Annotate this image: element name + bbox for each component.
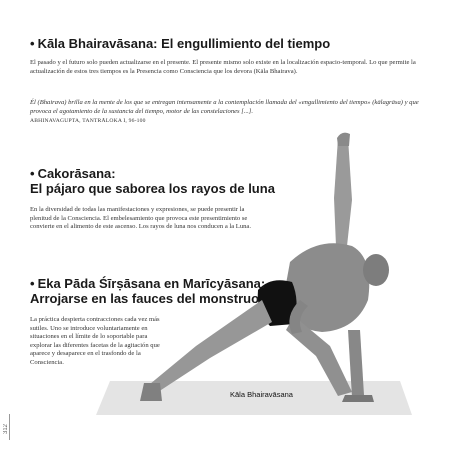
raised-hand xyxy=(337,133,350,146)
section1-title-text: Kāla Bhairavāsana: El engullimiento del tiempo xyxy=(37,36,331,51)
bullet: • xyxy=(30,276,35,291)
supporting-hand xyxy=(342,395,374,402)
margin-divider xyxy=(9,414,10,440)
section2-paragraph: En la diversidad de todas las manifestaciones y expresiones, se puede presentir la plenitud de la Consciencia. El embelesamiento que provoca este presentimiento se convierte en el alimento de este ascenso. Los rayos de luna nos conducen a la Luna. xyxy=(30,206,251,231)
raised-arm xyxy=(334,138,352,246)
section2-title-line1: Cakorāsana: xyxy=(37,166,116,181)
photo-caption: Kāla Bhairavāsana xyxy=(230,390,293,399)
bullet: • xyxy=(30,166,35,181)
section3-title-line1: Eka Pāda Śīrṣāsana en Marīcyāsana: xyxy=(37,276,266,291)
section2-title xyxy=(30,166,275,196)
section1-quote: Él (Bhairava) brilla en la mente de los que se entregan intensamente a la contemplación llamada del «engullimiento del tiempo» (kālagrāsa) y que provoca el agotamiento de la sustancia del tiempo, motor de las constelaciones [...]. xyxy=(30,99,419,115)
section3-title xyxy=(30,276,265,306)
section3-title-line2: Arrojarse en las fauces del monstruo xyxy=(30,291,260,306)
bullet: • xyxy=(30,36,35,51)
section2-title-line2: El pájaro que saborea los rayos de luna xyxy=(30,181,275,196)
section1-source: ABHINAVAGUPTA, TANTRĀLOKA I, 96-100 xyxy=(30,118,146,124)
section3-paragraph: La práctica despierta contracciones cada vez más sutiles. Uno se introduce voluntariamente en situaciones en el límite de lo soportable para explorar las diferentes facetas de la agitación que aparece y desaparece en el trasfondo de la Consciencia. xyxy=(30,316,160,366)
page-number: 312 xyxy=(3,424,9,435)
section1-paragraph: El pasado y el futuro solo pueden actualizarse en el presente. El presente mismo solo existe en la localización espacio-temporal. Lo que permite la actualización de estos tres tiempos es la Presencia como Consciencia que los devora (Kāla Bhairava). xyxy=(30,59,416,75)
back-leg xyxy=(150,300,272,392)
head xyxy=(363,254,389,286)
